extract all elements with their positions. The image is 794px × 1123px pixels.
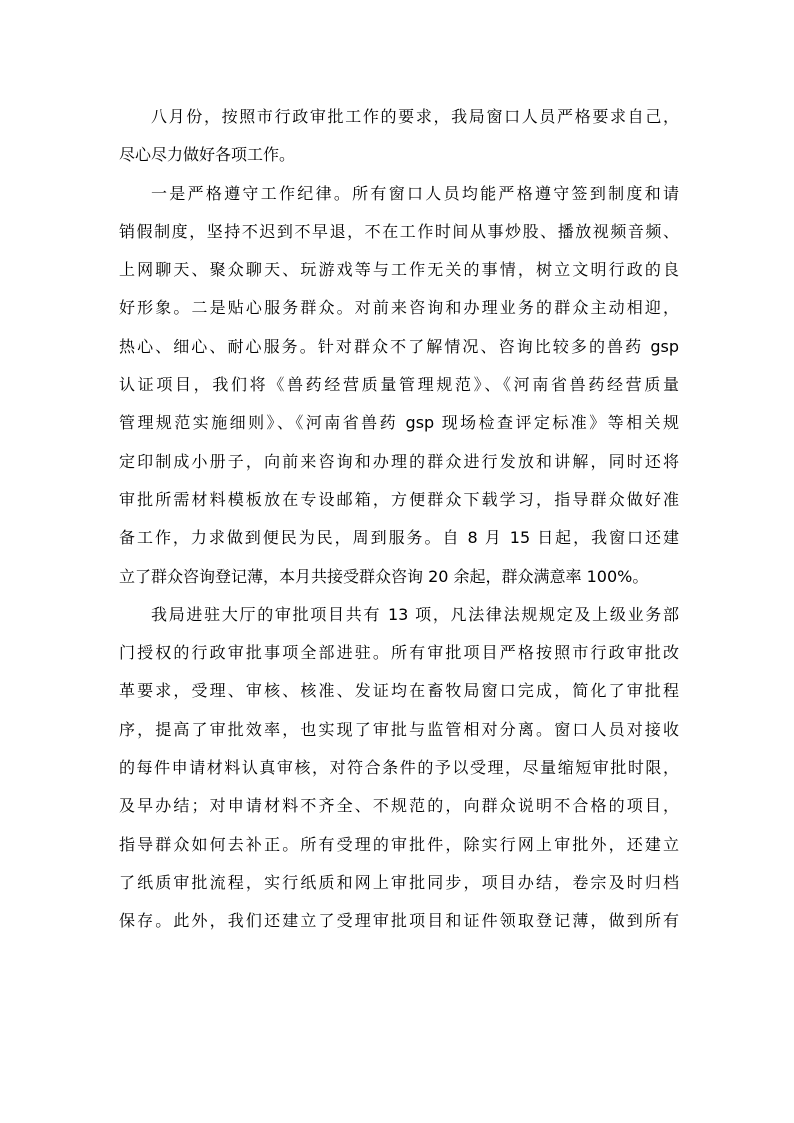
text-line: 保存。此外，我们还建立了受理审批项目和证件领取登记薄，做到所有 bbox=[119, 911, 679, 931]
text-line: 定印制成小册子，向前来咨询和办理的群众进行发放和讲解，同时还将 bbox=[119, 451, 679, 471]
text-line: 热心、细心、耐心服务。针对群众不了解情况、咨询比较多的兽药 gsp bbox=[119, 336, 679, 356]
text-line: 指导群众如何去补正。所有受理的审批件，除实行网上审批外，还建立 bbox=[119, 834, 679, 854]
text-line: 门授权的行政审批事项全部进驻。所有审批项目严格按照市行政审批改 bbox=[119, 643, 679, 663]
text-line: 一是严格遵守工作纪律。所有窗口人员均能严格遵守签到制度和请 bbox=[151, 183, 679, 203]
text-line: 尽心尽力做好各项工作。 bbox=[119, 145, 296, 165]
text-line: 管理规范实施细则》、《河南省兽药 gsp 现场检查评定标准》等相关规 bbox=[119, 413, 679, 433]
text-line: 立了群众咨询登记薄，本月共接受群众咨询 20 余起，群众满意率 100%。 bbox=[119, 566, 649, 586]
text-line: 八月份，按照市行政审批工作的要求，我局窗口人员严格要求自己， bbox=[151, 107, 679, 126]
text-line: 及早办结；对申请材料不齐全、不规范的，向群众说明不合格的项目， bbox=[119, 796, 679, 816]
document-body bbox=[119, 98, 679, 941]
text-line: 序，提高了审批效率，也实现了审批与监管相对分离。窗口人员对接收 bbox=[119, 719, 679, 739]
text-line: 认证项目，我们将《兽药经营质量管理规范》、《河南省兽药经营质量 bbox=[119, 375, 679, 395]
text-line: 了纸质审批流程，实行纸质和网上审批同步，项目办结，卷宗及时归档 bbox=[119, 872, 679, 892]
text-line: 备工作，力求做到便民为民，周到服务。自 8 月 15 日起，我窗口还建 bbox=[119, 528, 679, 548]
text-line: 上网聊天、聚众聊天、玩游戏等与工作无关的事情，树立文明行政的良 bbox=[119, 260, 679, 280]
text-line: 我局进驻大厅的审批项目共有 13 项，凡法律法规规定及上级业务部 bbox=[151, 604, 679, 624]
text-line: 革要求，受理、审核、核准、发证均在畜牧局窗口完成，简化了审批程 bbox=[119, 681, 679, 701]
text-line: 的每件申请材料认真审核，对符合条件的予以受理，尽量缩短审批时限， bbox=[119, 758, 679, 778]
text-line: 审批所需材料模板放在专设邮箱，方便群众下载学习，指导群众做好准 bbox=[119, 489, 679, 509]
text-line: 好形象。二是贴心服务群众。对前来咨询和办理业务的群众主动相迎， bbox=[119, 298, 679, 318]
text-line: 销假制度，坚持不迟到不早退，不在工作时间从事炒股、播放视频音频、 bbox=[119, 221, 679, 241]
